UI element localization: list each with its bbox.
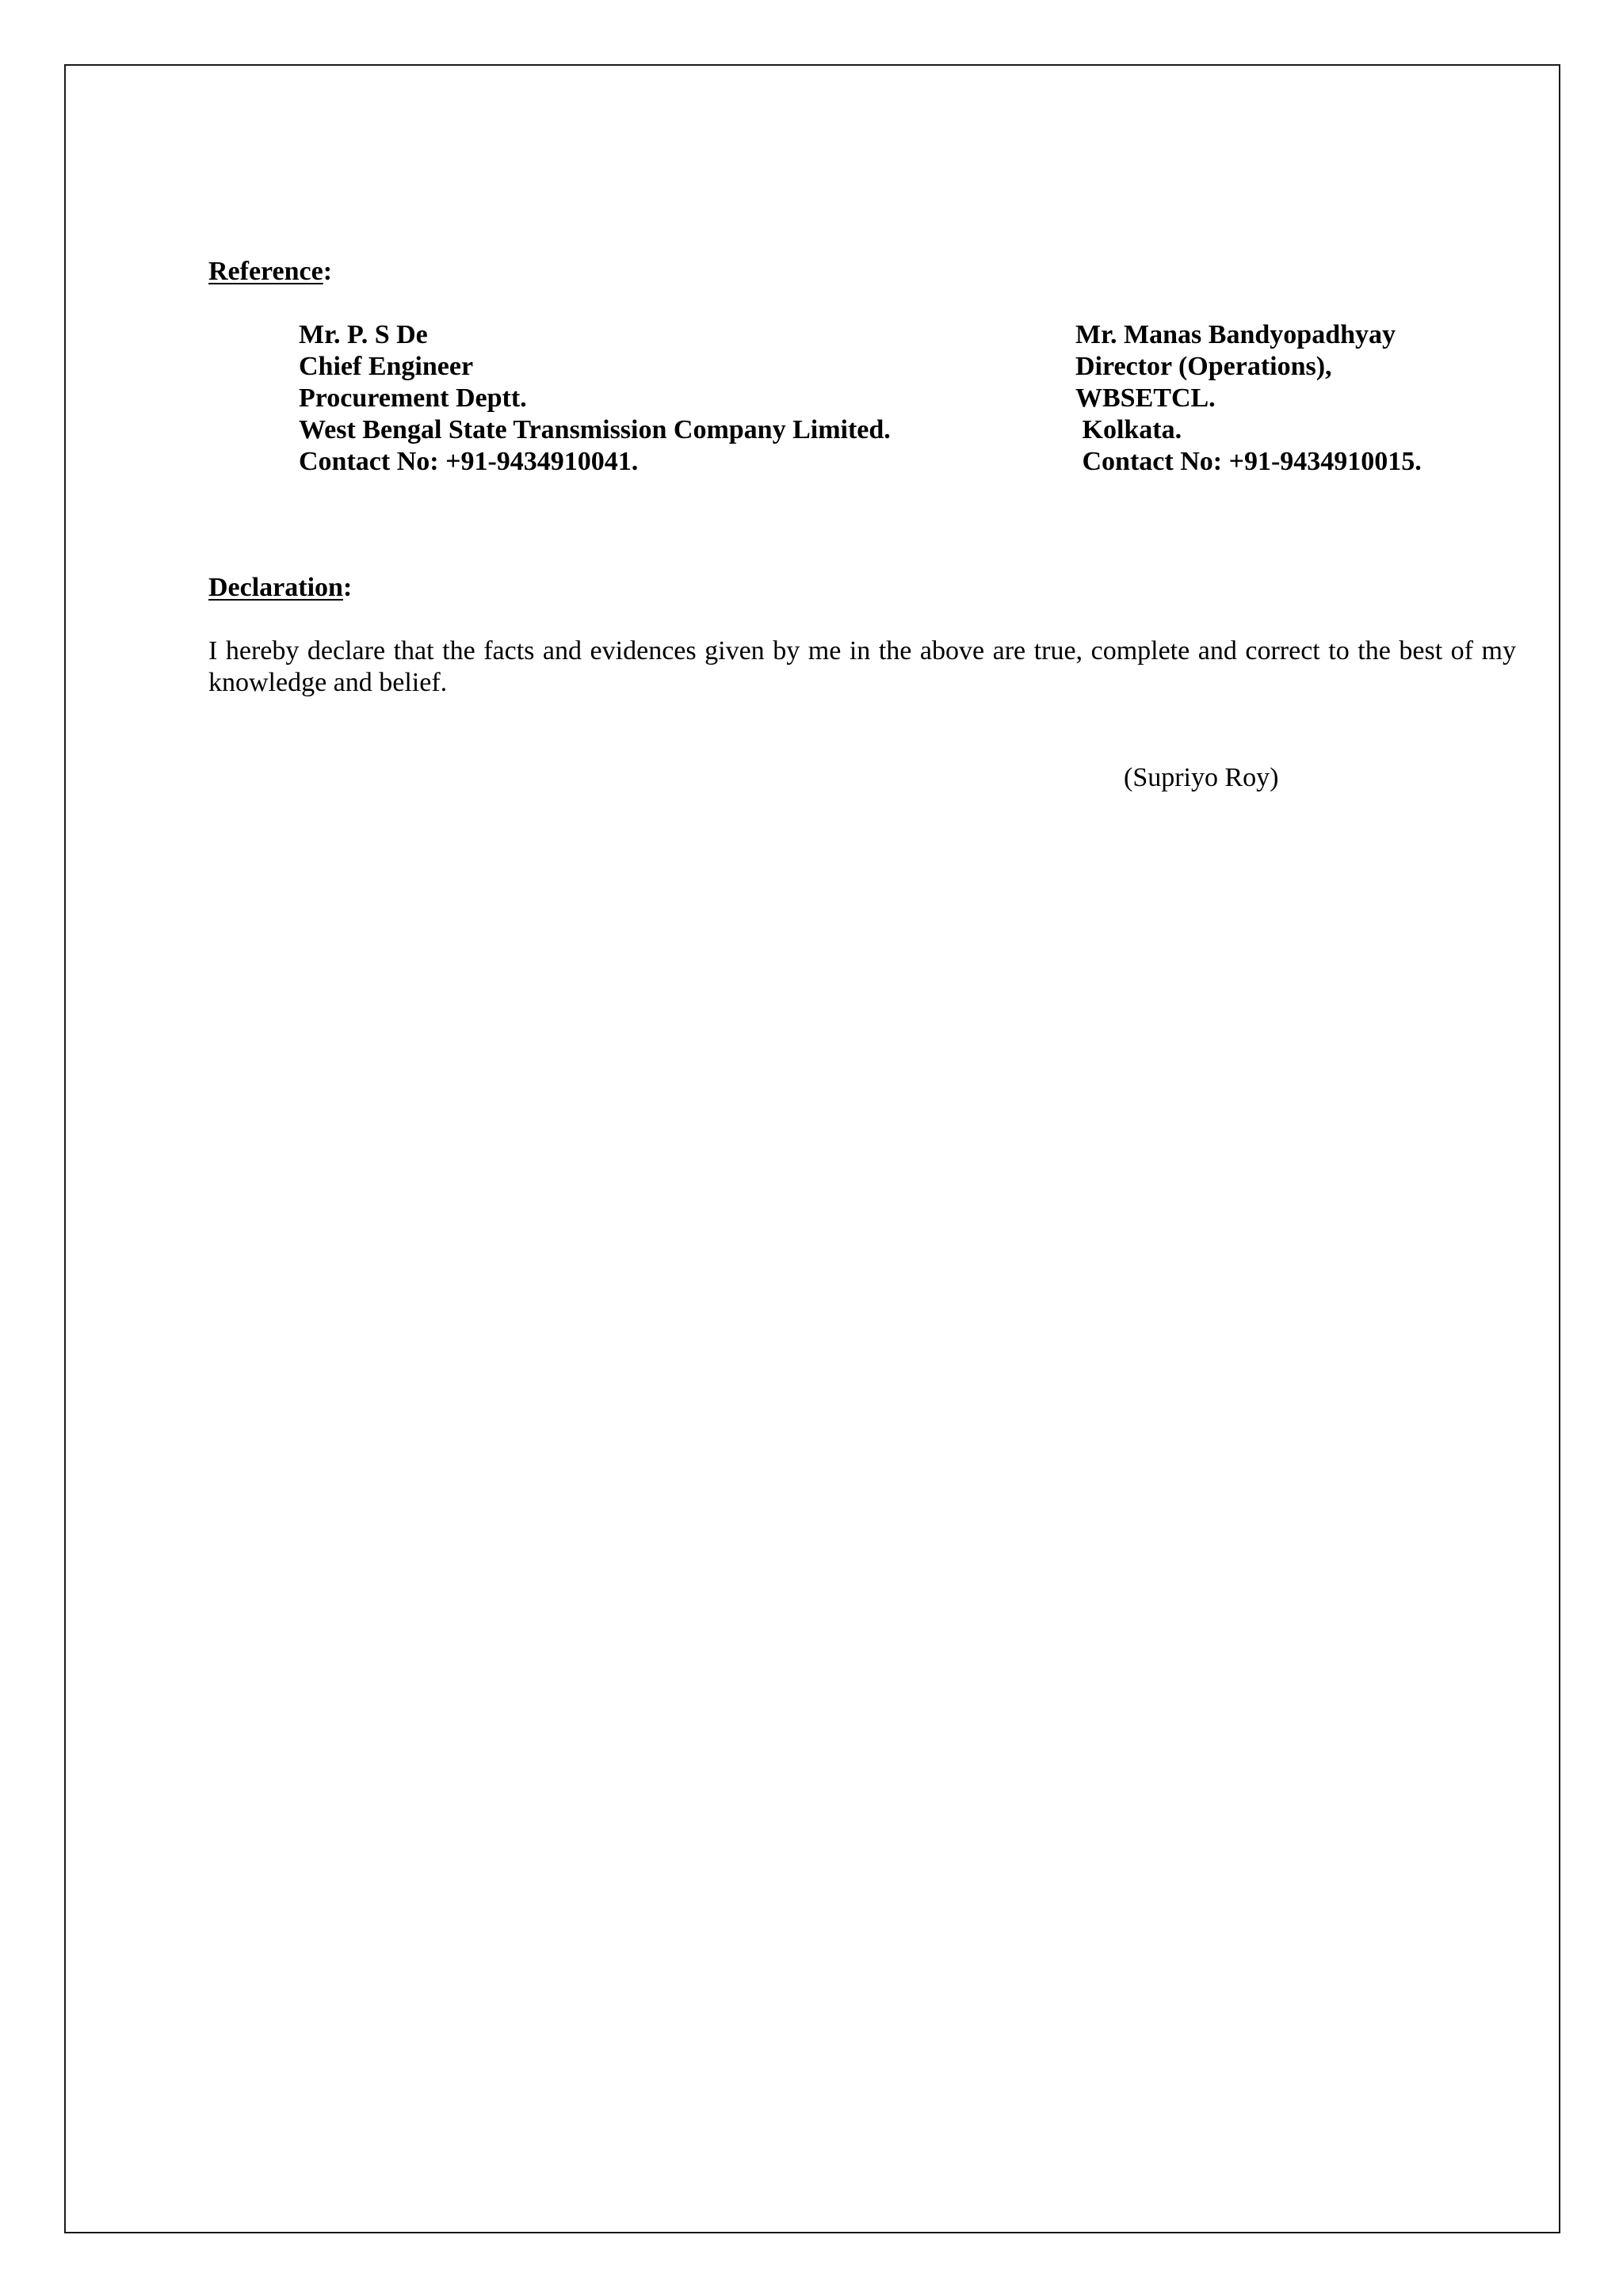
declaration-text: I hereby declare that the facts and evidences given by me in the above are true, complete and correct to the best of my knowledge and belief.	[208, 636, 1516, 697]
referee-left-title: Chief Engineer	[299, 352, 474, 381]
referee-left-contact: Contact No: +91-9434910041.	[299, 447, 639, 476]
referee-right-title: Director (Operations),	[1075, 352, 1332, 381]
referee-left-name: Mr. P. S De	[299, 320, 428, 349]
referee-right-city: Kolkata.	[1075, 415, 1182, 444]
reference-heading-colon: :	[323, 257, 333, 286]
reference-heading-label: Reference	[208, 257, 323, 286]
referee-left-company: West Bengal State Transmission Company Limited.	[299, 415, 891, 444]
referee-right-company: WBSETCL.	[1075, 383, 1216, 413]
referee-right	[1075, 319, 1422, 478]
referee-left	[299, 319, 891, 478]
referee-right-contact: Contact No: +91-9434910015.	[1075, 447, 1422, 476]
signature-name: (Supriyo Roy)	[1124, 763, 1279, 792]
declaration-heading-colon: :	[342, 573, 353, 602]
declaration-heading	[208, 572, 352, 604]
declaration-heading-label: Declaration	[208, 573, 343, 602]
referee-left-department: Procurement Deptt.	[299, 383, 527, 413]
reference-heading	[208, 256, 332, 288]
referee-right-name: Mr. Manas Bandyopadhyay	[1075, 320, 1396, 349]
